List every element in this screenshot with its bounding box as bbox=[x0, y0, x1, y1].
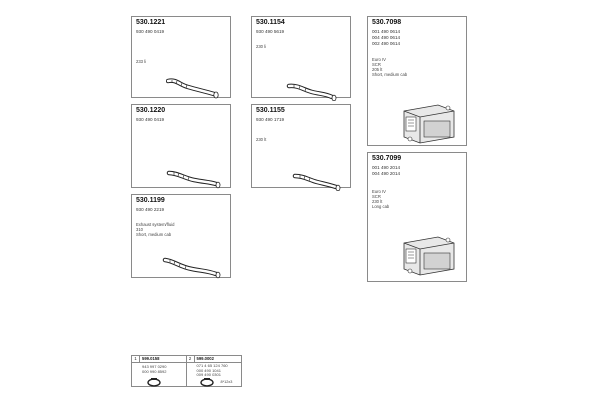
oe-number: 004 490 0614 bbox=[372, 35, 401, 40]
part-card-530-7099[interactable] bbox=[367, 152, 467, 282]
oe-number: 943 997 0290 bbox=[142, 364, 167, 369]
oe-number: 930 490 5619 bbox=[256, 29, 285, 34]
oe-number: 930 490 0419 bbox=[136, 29, 165, 34]
exhaust-pipe-icon bbox=[166, 167, 224, 189]
pipe-clamp-icon bbox=[199, 378, 215, 387]
part-description: Short, medium cab bbox=[136, 232, 172, 237]
part-code: 530.1155 bbox=[256, 107, 285, 114]
muffler-box-icon bbox=[398, 229, 458, 279]
part-card-530-1199[interactable] bbox=[131, 194, 231, 278]
part-code: 530.1221 bbox=[136, 19, 166, 26]
part-card-530-7098[interactable] bbox=[367, 16, 467, 146]
part-description: Long cab bbox=[372, 204, 390, 209]
oe-number: 001 490 0614 bbox=[372, 29, 401, 34]
part-card-530-1221[interactable] bbox=[131, 16, 231, 98]
oe-number: 930 490 0419 bbox=[136, 117, 165, 122]
accessory-code: 599.0158 bbox=[142, 356, 160, 361]
oe-number: 000 990 8592 bbox=[142, 368, 167, 374]
part-description: Short, medium cab bbox=[372, 72, 408, 77]
pipe-clamp-icon bbox=[146, 378, 162, 387]
muffler-box-icon bbox=[398, 97, 458, 147]
part-code: 530.7098 bbox=[372, 19, 402, 26]
part-code: 530.1199 bbox=[136, 197, 165, 204]
accessory-number: 1 bbox=[132, 356, 140, 362]
exhaust-pipe-icon bbox=[286, 81, 338, 101]
oe-number: 002 490 0614 bbox=[372, 41, 401, 46]
accessories-table bbox=[131, 355, 242, 387]
part-card-530-1155[interactable] bbox=[251, 104, 351, 188]
exhaust-pipe-icon bbox=[166, 75, 222, 99]
accessory-code: 599.0002 bbox=[196, 356, 214, 361]
part-description: 205 lt bbox=[372, 67, 383, 72]
part-description: Euro IV bbox=[372, 189, 386, 194]
part-description: SCR bbox=[372, 62, 381, 67]
part-code: 530.7099 bbox=[372, 155, 402, 162]
part-description: 230 lt bbox=[256, 137, 267, 142]
accessory-number: 2 bbox=[187, 356, 195, 362]
oe-number: 009 490 0301 bbox=[196, 372, 221, 378]
oe-number: 930 490 2219 bbox=[136, 207, 165, 212]
part-card-530-1220[interactable] bbox=[131, 104, 231, 188]
part-description: Euro IV bbox=[372, 57, 386, 62]
oe-number: 071 4 65 124 760 bbox=[196, 363, 228, 368]
exhaust-pipe-icon bbox=[292, 171, 342, 191]
accessory-cell[interactable] bbox=[187, 356, 242, 386]
oe-number: 001 490 2014 bbox=[372, 165, 401, 170]
accessory-note: 8*12x3 bbox=[220, 380, 233, 384]
part-card-530-1154[interactable] bbox=[251, 16, 351, 98]
part-description: 230 li bbox=[256, 44, 267, 49]
part-description: 310 bbox=[136, 227, 143, 232]
part-description: 233 li bbox=[136, 59, 147, 64]
exhaust-pipe-icon bbox=[162, 255, 224, 279]
accessory-cell[interactable] bbox=[132, 356, 187, 386]
part-description: Exhaust system/fluid bbox=[136, 222, 175, 227]
oe-number: 930 490 1719 bbox=[256, 117, 285, 122]
part-description: SCR bbox=[372, 194, 381, 199]
oe-number: 000 490 1041 bbox=[196, 367, 221, 373]
part-description: 230 lt bbox=[372, 199, 383, 204]
part-code: 530.1154 bbox=[256, 19, 285, 26]
oe-number: 004 490 2014 bbox=[372, 171, 401, 176]
part-code: 530.1220 bbox=[136, 107, 166, 114]
